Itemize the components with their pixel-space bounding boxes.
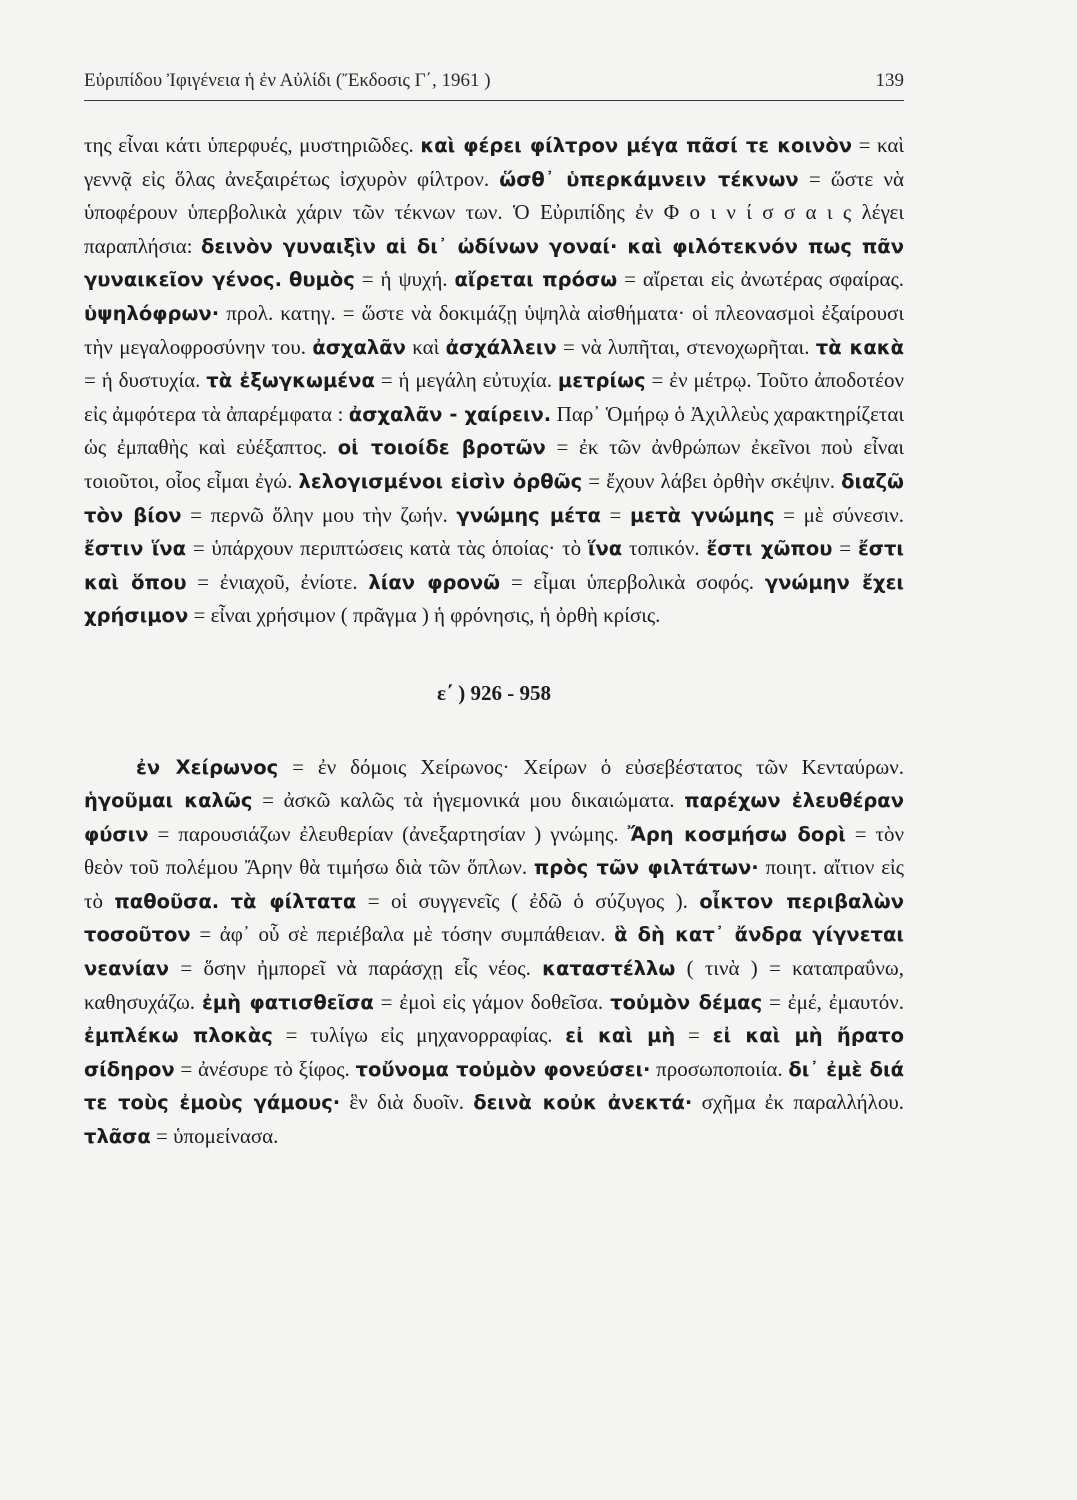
gloss-text: = ἡ δυστυχία. xyxy=(84,368,207,393)
gloss-text: σχῆμα ἐκ παραλλήλου. xyxy=(692,1090,904,1115)
gloss-text: = εἶμαι ὑπερβολικὰ σοφός. xyxy=(500,569,765,594)
commentary-body xyxy=(84,129,904,1154)
lemma-term: δεινὸν γυναιξὶν αἱ δι᾽ ὠδίνων γοναί· καὶ φιλότεκνόν πως πᾶν γυναικεῖον γένος. xyxy=(84,234,904,292)
gloss-text: ἓν διὰ δυοῖν. xyxy=(340,1090,474,1115)
paragraph-1 xyxy=(84,129,904,633)
lemma-term: δι᾽ ἐμὲ διά τε τοὺς ἐμοὺς γάμους· xyxy=(84,1057,904,1115)
lemma-term: καὶ φέρει φίλτρον μέγα πᾶσί τε κοινὸν xyxy=(420,134,853,157)
gloss-text: = ἔχουν λάβει ὀρθὴν σκέψιν. xyxy=(582,468,842,493)
lemma-term: αἴρεται πρόσω xyxy=(454,268,618,292)
gloss-text: τοπικόν. xyxy=(622,536,707,561)
lemma-term: ὑψηλόφρων· xyxy=(84,301,220,325)
lemma-term: ἐν Χείρωνος xyxy=(136,755,279,779)
gloss-text: = ἀσκῶ καλῶς τὰ ἡγεμονικά μου δικαιώματα. xyxy=(252,788,685,813)
lemma-term: πρὸς τῶν φιλτάτων· xyxy=(533,856,759,880)
gloss-text: = εἶναι χρήσιμον ( πρᾶγμα ) ἡ φρόνησις, ἡ ὀρθὴ κρίσις. xyxy=(188,603,661,628)
lemma-term: ἔστι χῶπου xyxy=(706,537,833,561)
lemma-term: παθοῦσα. xyxy=(114,889,220,913)
gloss-text: = τὸν θεὸν τοῦ πολέμου Ἄρην θὰ τιμήσω διὰ τῶν ὅπλων. xyxy=(84,821,904,880)
lemma-term: ἔστιν ἵνα xyxy=(84,537,187,561)
gloss-text: = ἀφ᾽ οὗ σὲ περιέβαλα μὲ τόσην συμπάθειαν. xyxy=(190,922,615,947)
running-header xyxy=(84,70,904,101)
lemma-term: εἰ καὶ μὴ xyxy=(565,1024,676,1048)
gloss-text: = xyxy=(832,536,858,561)
lemma-term: ἀσχαλᾶν - χαίρειν. xyxy=(348,402,552,426)
lemma-term: τὰ κακὰ xyxy=(815,335,904,359)
lemma-term: μετὰ γνώμης xyxy=(630,503,775,527)
lemma-term: καταστέλλω xyxy=(542,957,676,981)
lemma-term: παρέχων ἐλευθέραν φύσιν xyxy=(84,789,904,846)
lemma-term: μετρίως xyxy=(557,369,646,393)
lemma-term: οἶκτον περιβαλὼν τοσοῦτον xyxy=(84,889,905,947)
gloss-text: = ἐν μέτρῳ. Τοῦτο ἀποδοτέον εἰς ἀμφότερα τὰ ἀπαρέμφατα : xyxy=(84,368,904,426)
gloss-text xyxy=(219,889,230,913)
gloss-text: = ἐκ τῶν ἀνθρώπων ἐκεῖνοι ποὺ εἶναι τοιοῦτοι, οἷος εἶμαι ἐγώ. xyxy=(84,435,904,493)
gloss-text: = περνῶ ὅλην μου τὴν ζωήν. xyxy=(181,502,457,527)
paragraph-2 xyxy=(84,751,904,1154)
lemma-term: τοὔνομα τοὐμὸν φονεύσει· xyxy=(355,1057,651,1081)
gloss-text: = xyxy=(675,1023,713,1048)
gloss-text: = ὑπάρχουν περιπτώσεις κατὰ τὰς ὁποίας· τὸ xyxy=(186,536,588,561)
gloss-text xyxy=(282,267,289,291)
gloss-text: = ἐν δόμοις Χείρωνος· Χείρων ὁ εὐσεβέστατος τῶν Κενταύρων. xyxy=(278,754,904,779)
gloss-text: = ὅσην ἠμπορεῖ νὰ παράσχῃ εἷς νέος. xyxy=(169,956,543,981)
gloss-text: προσωποποιία. xyxy=(650,1056,789,1081)
gloss-text: = ἡ ψυχή. xyxy=(354,267,455,292)
lemma-term: οἱ τοιοίδε βροτῶν xyxy=(337,436,546,460)
gloss-text: = καὶ γεννᾷ εἰς ὅλας ἀνεξαιρέτως ἰσχυρὸν φίλτρον. xyxy=(84,133,904,191)
lemma-term: θυμὸς xyxy=(288,268,355,292)
lemma-term: ἡγοῦμαι καλῶς xyxy=(84,789,253,813)
gloss-text: = μὲ σύνεσιν. xyxy=(774,502,905,527)
lemma-term: ἀσχαλᾶν xyxy=(312,335,406,359)
lemma-term: ὥσθ᾽ ὑπερκάμνειν τέκνων xyxy=(499,167,799,191)
gloss-text: ( τινὰ ) = καταπραΰνω, καθησυχάζω. xyxy=(84,956,904,1014)
lemma-term: τὰ ἐξωγκωμένα xyxy=(206,369,375,393)
gloss-text: = ἡ μεγάλη εὐτυχία. xyxy=(374,368,558,393)
lemma-term: Ἄρη κοσμήσω δορὶ xyxy=(627,822,846,846)
gloss-text: = τυλίγω εἰς μηχανορραφίας. xyxy=(272,1023,566,1048)
gloss-text: = ἐμοὶ εἰς γάμον δοθεῖσα. xyxy=(373,989,611,1014)
lemma-term: δεινὰ κοὐκ ἀνεκτά· xyxy=(473,1091,693,1115)
gloss-text: = xyxy=(600,502,630,527)
gloss-text: = παρουσιάζων ἐλευθερίαν (ἀνεξαρτησίαν ) γνώμης. xyxy=(148,821,628,846)
lemma-term: τοὐμὸν δέμας xyxy=(610,990,763,1014)
lemma-term: ἃ δὴ κατ᾽ ἄνδρα γίγνεται νεανίαν xyxy=(84,923,904,981)
lemma-term: τλᾶσα xyxy=(84,1125,151,1149)
gloss-text: καὶ xyxy=(405,334,446,359)
lemma-term: λελογισμένοι εἰσὶν ὀρθῶς xyxy=(298,469,583,493)
lemma-term: ἀσχάλλειν xyxy=(445,335,557,359)
gloss-text: ποιητ. αἴτιον εἰς τὸ xyxy=(84,855,904,913)
header-title: Εὐριπίδου Ἰφιγένεια ἡ ἐν Αὐλίδι (Ἔκδοσις Γ΄, 1961 ) xyxy=(84,70,491,91)
gloss-text: = ἐνιαχοῦ, ἐνίοτε. xyxy=(186,569,369,594)
gloss-text: = νὰ λυπῆται, στενοχωρῆται. xyxy=(556,334,816,359)
lemma-term: γνώμην ἔχει χρήσιμον xyxy=(84,570,905,628)
gloss-text: = ὑπομείνασα. xyxy=(150,1124,279,1149)
lemma-term: ἔστι καὶ ὅπου xyxy=(84,537,905,594)
page-number: 139 xyxy=(875,70,904,91)
lemma-term: εἰ καὶ μὴ ἤρατο σίδηρον xyxy=(84,1024,905,1081)
gloss-text: = ἐμέ, ἐμαυτόν. xyxy=(762,989,905,1014)
page xyxy=(84,70,904,1154)
gloss-text: Παρ᾽ Ὁμήρῳ ὁ Ἀχιλλεὺς χαρακτηρίζεται ὡς ἐμπαθὴς καὶ εὐέξαπτος. xyxy=(84,401,904,460)
gloss-text: = ὥστε νὰ ὑποφέρουν ὑπερβολικὰ χάριν τῶν τέκνων των. Ὁ Εὐριπίδης ἐν Φ ο ι ν ί σ σ α ι ς λέγει παραπλήσια: xyxy=(84,166,904,258)
gloss-text: προλ. κατηγ. = ὥστε νὰ δοκιμάζῃ ὑψηλὰ αἰσθήματα· οἱ πλεονασμοὶ ἐξαίρουσι τὴν μεγαλοφροσύνην του. xyxy=(84,300,904,359)
lemma-term: διαζῶ τὸν βίον xyxy=(84,469,904,527)
lemma-term: ἵνα xyxy=(587,537,623,561)
lemma-term: ἐμὴ φατισθεῖσα xyxy=(201,990,374,1014)
lemma-term: λίαν φρονῶ xyxy=(368,570,501,594)
gloss-text: της εἶναι κάτι ὑπερφυές, μυστηριῶδες. xyxy=(84,133,421,157)
gloss-text: = οἱ συγγενεῖς ( ἐδῶ ὁ σύζυγος ). xyxy=(356,888,700,913)
gloss-text: = ἀνέσυρε τὸ ξίφος. xyxy=(174,1056,356,1081)
lemma-term: τὰ φίλτατα xyxy=(230,889,357,913)
lemma-term: γνώμης μέτα xyxy=(456,503,601,527)
section-heading: ε΄ ) 926 - 958 xyxy=(437,680,551,705)
lemma-term: ἐμπλέκω πλοκὰς xyxy=(84,1024,273,1048)
gloss-text: = αἴρεται εἰς ἀνωτέρας σφαίρας. xyxy=(617,267,905,292)
